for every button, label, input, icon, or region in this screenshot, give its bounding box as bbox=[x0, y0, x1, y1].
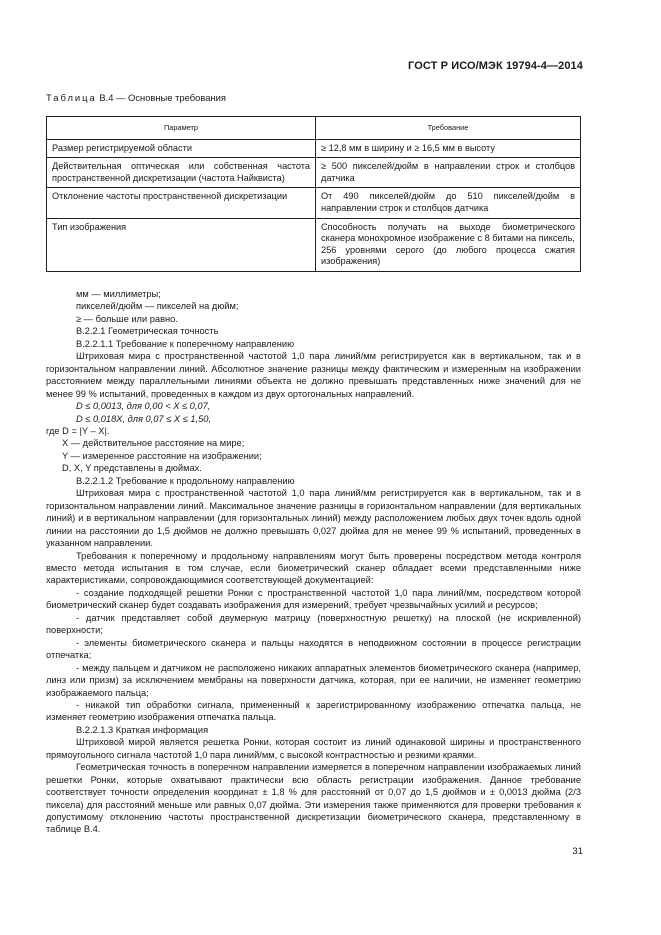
column-header-parameter: Параметр bbox=[47, 117, 316, 140]
table-row bbox=[47, 218, 581, 271]
table-row bbox=[47, 139, 581, 158]
subsection-heading: В.2.2.1.3 Краткая информация bbox=[76, 724, 209, 735]
table-cell-requirement: ≥ 500 пикселей/дюйм в направлении строк и столбцов датчика bbox=[316, 158, 581, 188]
formula-variable: Y — измеренное расстояние на изображении; bbox=[62, 450, 262, 461]
table-cell-parameter: Действительная оптическая или собственная частота пространственной дискретизации (частота Найквиста) bbox=[47, 158, 316, 188]
table-caption-word: Таблица bbox=[46, 92, 97, 103]
formula-where: где D = |Y – X|. bbox=[46, 425, 110, 436]
paragraph: Требования к поперечному и продольному направлениям могут быть проверены посредством метода контроля вместо метода испытания в том случае, если биометрический сканер обладает всеми представленными ниже характеристиками, сопровождающимися соответствующей документацией: bbox=[46, 550, 581, 586]
formula-variable: X — действительное расстояние на мире; bbox=[62, 438, 245, 449]
table-row bbox=[47, 158, 581, 188]
paragraph: Штриховая мира с пространственной частотой 1,0 пара линий/мм регистрируется как в вертикальном, так и в горизонтальном направлении линий. Максимальное значение разницы в горизонтальном направлении (для вертикальных линий) и в вертикальном направлении (для горизонтальных линий) между расположением любых двух точек вдоль одной линии на расстоянии до 1,5 дюймов не должно превышать 0,027 дюйма для не менее 99 % испытаний, проведенных в указанном направлении. bbox=[46, 488, 581, 549]
note-units-gte: ≥ — больше или равно. bbox=[76, 313, 178, 324]
table-cell-requirement: Способность получать на выходе биометрического сканера монохромное изображение с 8 битами на пиксель, 256 уровнями серого (до любого процесса сжатия изображения) bbox=[316, 218, 581, 271]
subsection-heading: В.2.2.1.2 Требование к продольному направлению bbox=[76, 475, 295, 486]
list-item: - между пальцем и датчиком не расположено никаких аппаратных элементов биометрического сканера (например, линз или призм) за исключением мембраны на поверхности датчика, которая, при ее наличии, не изменяет геометрию изображаемого пальца; bbox=[46, 662, 581, 698]
list-item: - никакой тип обработки сигнала, примененный к зарегистрированному изображению отпечатка пальца, не изменяет геометрию изображения отпечатка пальца. bbox=[46, 699, 581, 723]
note-units-ppi: пикселей/дюйм — пикселей на дюйм; bbox=[76, 301, 239, 312]
list-item: - элементы биометрического сканера и пальцы находятся в неподвижном состоянии в процессе регистрации отпечатка; bbox=[46, 637, 581, 661]
formula: D ≤ 0,0013, для 0,00 < X ≤ 0,07, bbox=[76, 401, 211, 412]
table-cell-parameter: Тип изображения bbox=[47, 218, 316, 271]
table-cell-parameter: Отклонение частоты пространственной дискретизации bbox=[47, 188, 316, 218]
section-heading: В.2.2.1 Геометрическая точность bbox=[76, 326, 219, 337]
document-body bbox=[46, 288, 581, 836]
paragraph: Геометрическая точность в поперечном направлении измеряется в поперечном направлении изображаемых линий решетки Ронки, которые охватывают практически всю область регистрации изображения. Данное требование соответствует точности определения координат ± 1,8 % для расстояний от 0,07 до 1,5 дюймов и ± 0,0013 дюйма (2/3 пиксела) для расстояний меньше или равных 0,07 дюйма. Эти измерения также применяются для проверки требования к допустимому отклонению частоты пространственной дискретизации биометрического сканера, представленному в таблице В.4. bbox=[46, 762, 581, 835]
table-cell-requirement: От 490 пикселей/дюйм до 510 пикселей/дюйм в направлении строк и столбцов датчика bbox=[316, 188, 581, 218]
page-number: 31 bbox=[572, 846, 583, 857]
list-item: - создание подходящей решетки Ронки с пространственной частотой 1,0 пара линий/мм, посредством которой биометрический сканер будет создавать изображения для измерений, требует чрезвычайных усилий и ресурсов; bbox=[46, 587, 581, 611]
table-caption-text: В.4 — Основные требования bbox=[99, 92, 226, 103]
table-cell-parameter: Размер регистрируемой области bbox=[47, 139, 316, 158]
document-id-header: ГОСТ Р ИСО/МЭК 19794-4—2014 bbox=[408, 60, 583, 72]
formula: D ≤ 0,018X, для 0,07 ≤ X ≤ 1,50, bbox=[76, 413, 212, 424]
table-cell-requirement: ≥ 12,8 мм в ширину и ≥ 16,5 мм в высоту bbox=[316, 139, 581, 158]
table-row bbox=[47, 188, 581, 218]
paragraph: Штриховой мирой является решетка Ронки, которая состоит из линий одинаковой ширины и пространственного прямоугольного сигнала частотой 1,0 пара линий/мм, с высокой контрастностью и резкими краями. bbox=[46, 737, 581, 760]
note-units-mm: мм — миллиметры; bbox=[76, 289, 161, 299]
table-header-row bbox=[47, 117, 581, 140]
paragraph: Штриховая мира с пространственной частотой 1,0 пара линий/мм регистрируется как в вертикальном, так и в горизонтальном направлении линий. Абсолютное значение разницы между фактическим и измеренным на изображении расстоянием между параллельными линиями объекта не должно превышать представленных ниже значений для не менее 99 % испытаний, проведенных в каждом из двух ортогональных направлений. bbox=[46, 351, 581, 399]
formula-variable: D, X, Y представлены в дюймах. bbox=[62, 463, 202, 474]
subsection-heading: В.2.2.1.1 Требование к поперечному направлению bbox=[76, 338, 295, 349]
requirements-table bbox=[46, 116, 581, 272]
table-caption bbox=[46, 92, 226, 103]
column-header-requirement: Требование bbox=[316, 117, 581, 140]
list-item: - датчик представляет собой двумерную матрицу (поверхностную решетку) на плоской (не искривленной) поверхности; bbox=[46, 612, 581, 636]
